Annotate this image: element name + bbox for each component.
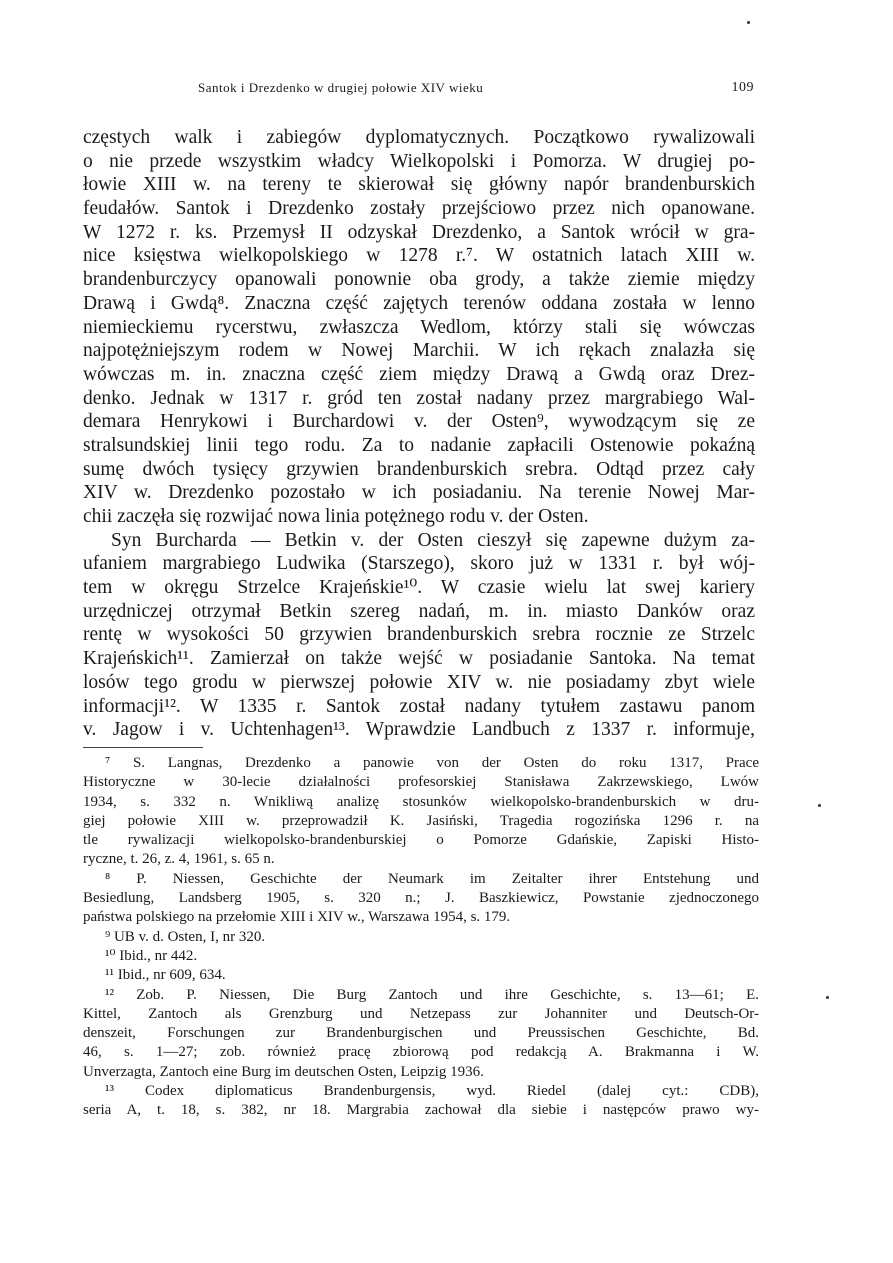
footnote-line: ¹⁰ Ibid., nr 442. [105, 947, 198, 964]
footnote-line: seria A, t. 18, s. 382, nr 18. Margrabia zachował dla siebie i następców prawo wy- [83, 1102, 759, 1119]
text-line: XIV w. Drezdenko pozostało w ich posiadaniu. Na terenie Nowej Mar- [83, 482, 755, 504]
running-title: Santok i Drezdenko w drugiej połowie XIV wieku [198, 80, 484, 95]
footnote-line: ¹² Zob. P. Niessen, Die Burg Zantoch und ihre Geschichte, s. 13—61; E. [105, 986, 759, 1003]
footnote-line: giej połowie XIII w. przeprowadził K. Jasiński, Tragedia rogozińska 1296 r. na [83, 812, 759, 829]
text-line: wówczas m. in. znaczna część ziem między Drawą a Gwdą oraz Drez- [83, 363, 755, 385]
text-line: Syn Burcharda — Betkin v. der Osten cieszył się zapewne dużym za- [111, 529, 755, 551]
text-line: nice księstwa wielkopolskiego w 1278 r.⁷. W ostatnich latach XIII w. [83, 245, 755, 267]
text-line: losów tego grodu w pierwszej połowie XIV w. nie posiadamy zbyt wiele [83, 671, 755, 693]
text-line: W 1272 r. ks. Przemysł II odzyskał Drezdenko, a Santok wrócił w gra- [83, 221, 755, 243]
text-line: o nie przede wszystkim władcy Wielkopolski i Pomorza. W drugiej po- [83, 150, 755, 172]
text-line: ufaniem margrabiego Ludwika (Starszego), skoro już w 1331 r. był wój- [83, 553, 755, 575]
footnote-line: Besiedlung, Landsberg 1905, s. 320 n.; J. Baszkiewicz, Powstanie zjednoczonego [83, 890, 759, 907]
text-line: Krajeńskich¹¹. Zamierzał on także wejść w posiadanie Santoka. Na temat [83, 648, 755, 670]
scan-speck [747, 21, 750, 24]
footnote-line: 1934, s. 332 n. Wnikliwą analizę stosunków wielkopolsko-brandenburskich w dru- [83, 793, 759, 810]
footnote-line: Kittel, Zantoch als Grenzburg und Netzepass zur Johanniter und Deutsch-Or- [83, 1005, 759, 1022]
footnote-line: 46, s. 1—27; zob. również pracę zbiorową pod redakcją A. Brakmanna i W. [83, 1044, 759, 1061]
footnote-line: ⁹ UB v. d. Osten, I, nr 320. [105, 928, 266, 945]
text-line: rentę w wysokości 50 grzywien brandenburskich srebra rocznie ze Strzelc [83, 624, 755, 646]
footnote-line: tle rywalizacji wielkopolsko-brandenburskiej o Pomorze Gdańskie, Zapiski Histo- [83, 832, 759, 849]
text-line: denko. Jednak w 1317 r. gród ten został nadany przez margrabiego Wal- [83, 387, 755, 409]
scan-speck [818, 804, 821, 807]
running-header [198, 80, 754, 100]
footnote-line: ¹¹ Ibid., nr 609, 634. [105, 967, 226, 984]
footnote-divider [83, 747, 203, 748]
footnote-line: państwa polskiego na przełomie XIII i XIV w., Warszawa 1954, s. 179. [83, 909, 511, 926]
text-line: częstych walk i zabiegów dyplomatycznych. Początkowo rywalizowali [83, 127, 755, 148]
text-line: łowie XIII w. na tereny te skierował się główny napór brandenburskich [83, 174, 755, 196]
text-line: informacji¹². W 1335 r. Santok został nadany tytułem zastawu panom [83, 695, 755, 717]
footnote-line: Historyczne w 30-lecie działalności profesorskiej Stanisława Zakrzewskiego, Lwów [83, 774, 759, 791]
text-line: najpotężniejszym rodem w Nowej Marchii. W ich rękach znalazła się [83, 340, 755, 362]
footnotes [83, 754, 759, 1121]
text-line: chii zaczęła się rozwijać nowa linia potężnego rodu v. der Osten. [83, 506, 589, 527]
footnote-line: ⁷ S. Langnas, Drezdenko a panowie von der Osten do roku 1317, Prace [105, 755, 759, 771]
text-line: niemieckiemu rycerstwu, zwłaszcza Wedlom, którzy stali się wówczas [83, 316, 755, 338]
page-number: 109 [731, 80, 754, 95]
footnote-line: denszeit, Forschungen zur Brandenburgischen und Preussischen Geschichte, Bd. [83, 1025, 759, 1042]
text-line: feudałów. Santok i Drezdenko zostały przejściowo przez nich opanowane. [83, 198, 755, 220]
footnote-line: ⁸ P. Niessen, Geschichte der Neumark im Zeitalter ihrer Entstehung und [105, 870, 759, 887]
text-line: stralsundskiej linii tego rodu. Za to nadanie zapłacili Ostenowie pokaźną [83, 434, 755, 456]
text-line: urzędniczej otrzymał Betkin szereg nadań, m. in. miasto Danków oraz [83, 600, 755, 622]
footnote-line: Unverzagta, Zantoch eine Burg im deutschen Osten, Leipzig 1936. [83, 1063, 484, 1080]
text-line: demara Henrykowi i Burchardowi v. der Osten⁹, wywodzącym się ze [83, 411, 755, 433]
footnote-line: ryczne, t. 26, z. 4, 1961, s. 65 n. [83, 851, 275, 868]
text-line: brandenburczycy opanowali ponownie oba grody, a także ziemie między [83, 269, 755, 291]
scan-speck [826, 996, 829, 999]
main-text [83, 126, 755, 742]
footnote-line: ¹³ Codex diplomaticus Brandenburgensis, wyd. Riedel (dalej cyt.: CDB), [105, 1083, 759, 1100]
text-line: v. Jagow i v. Uchtenhagen¹³. Wprawdzie Landbuch z 1337 r. informuje, [83, 719, 755, 741]
text-line: tem w okręgu Strzelce Krajeńskie¹⁰. W czasie wielu lat swej kariery [83, 577, 755, 599]
text-line: Drawą i Gwdą⁸. Znaczna część zajętych terenów oddana została w lenno [83, 292, 755, 314]
text-line: sumę dwóch tysięcy grzywien brandenburskich srebra. Odtąd przez cały [83, 458, 755, 480]
